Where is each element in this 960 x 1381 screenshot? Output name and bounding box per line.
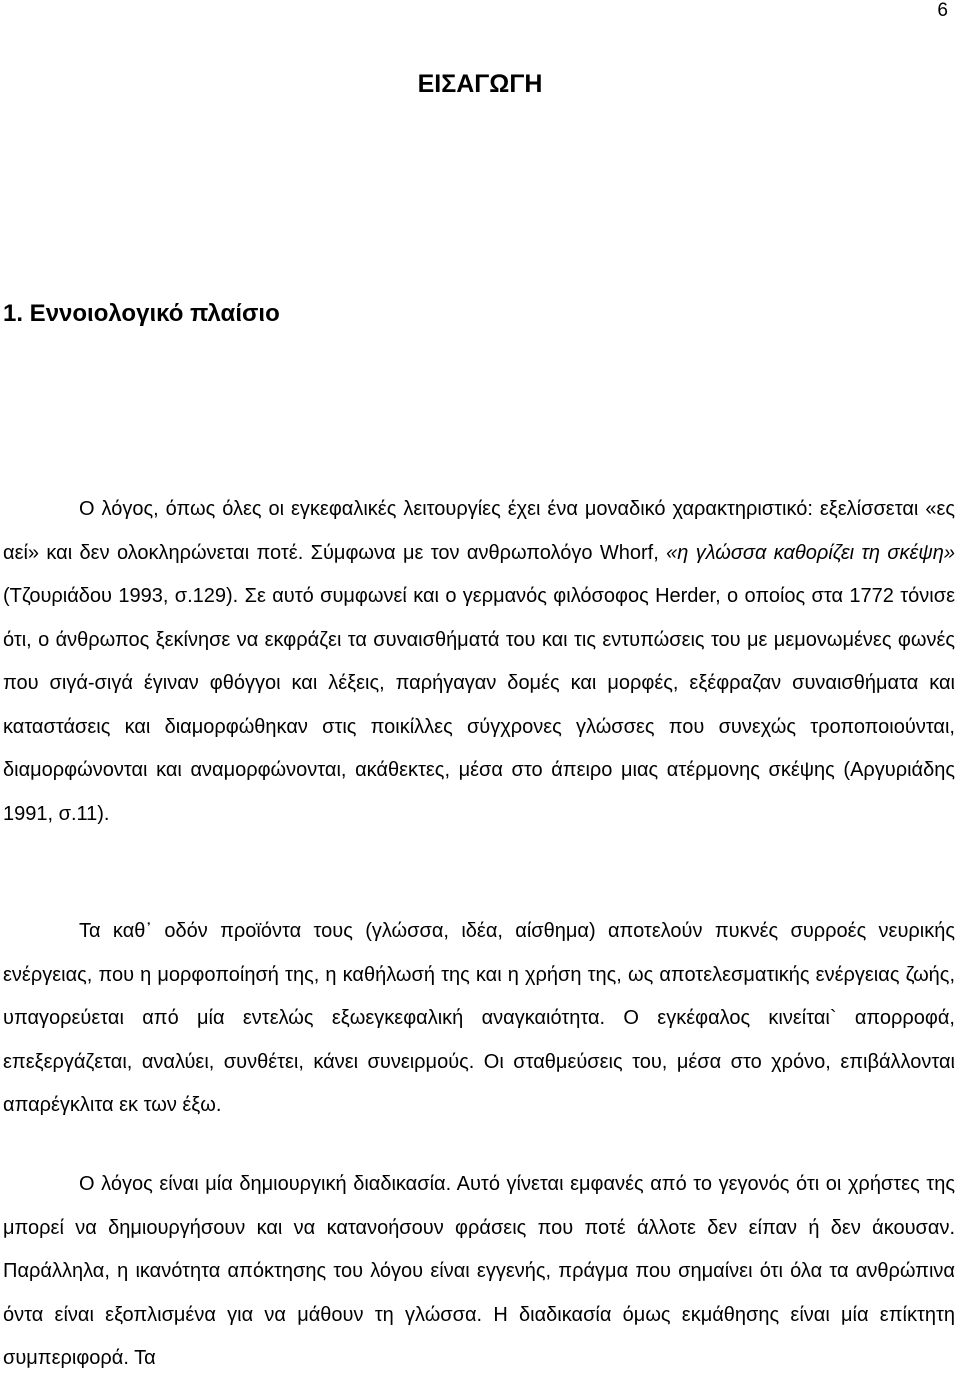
body-paragraph-3: Ο λόγος είναι μία δημιουργική διαδικασία. Αυτό γίνεται εμφανές από το γεγονός ότι οι χρήστες της μπορεί να δημιουργήσουν και να κατανοήσουν φράσεις που ποτέ άλλοτε δεν είπαν ή δεν άκουσαν. Παράλληλα, η ικανότητα απόκτησης του λόγου είναι εγγενής, πράγμα που σημαίνει ότι όλα τα ανθρώπινα όντα είναι εξοπλισμένα για να μάθουν τη γλώσσα. Η διαδικασία όμως εκμάθησης είναι μία επίκτητη συμπεριφορά. Τα: [3, 1173, 955, 1369]
page-number: 6: [937, 0, 948, 21]
paragraph-1-text-start: Ο λόγος, όπως όλες οι εγκεφαλικές λειτουργίες έχει ένα μοναδικό χαρακτηριστικό: εξελίσσεται «ες αεί» και δεν ολοκληρώνεται ποτέ. Σύμφωνα με τον ανθρωπολόγο Whorf,: [3, 498, 955, 564]
body-paragraph-1: [3, 488, 955, 836]
section-heading: 1. Εννοιολογικό πλαίσιο: [3, 300, 280, 327]
chapter-title: ΕΙΣΑΓΩΓΗ: [417, 70, 543, 98]
whorf-quote: «η γλώσσα καθορίζει τη σκέψη»: [666, 541, 956, 564]
paragraph-1-text-end: (Τζουριάδου 1993, σ.129). Σε αυτό συμφωνεί και ο γερμανός φιλόσοφος Herder, ο οποίος στα 1772 τόνισε ότι, ο άνθρωπος ξεκίνησε να εκφράζει τα συναισθήματά του και τις εντυπώσεις του με μεμονωμένες φωνές που σιγά-σιγά έγιναν φθόγγοι και λέξεις, παρήγαγαν δομές και μορφές, εξέφραζαν συναισθήματα και καταστάσεις και διαμορφώθηκαν στις ποικίλλες σύγχρονες γλώσσες που συνεχώς τροποποιούνται, διαμορφώνονται και αναμορφώνονται, ακάθεκτες, μέσα στο άπειρο μιας ατέρμονης σκέψης (Αργυριάδης 1991, σ.11).: [3, 585, 955, 825]
body-paragraph-2: Τα καθ᾽ οδόν προϊόντα τους (γλώσσα, ιδέα, αίσθημα) αποτελούν πυκνές συρροές νευρικής ενέργειας, που η μορφοποίησή της, η καθήλωσή της και η χρήση της, ως αποτελεσματικής ενέργειας ζωής, υπαγορεύεται από μία εντελώς εξωεγκεφαλική αναγκαιότητα. Ο εγκέφαλος κινείται` απορροφά, επεξεργάζεται, αναλύει, συνθέτει, κάνει συνειρμούς. Οι σταθμεύσεις του, μέσα στο χρόνο, επιβάλλονται απαρέγκλιτα εκ των έξω.: [3, 920, 955, 1116]
